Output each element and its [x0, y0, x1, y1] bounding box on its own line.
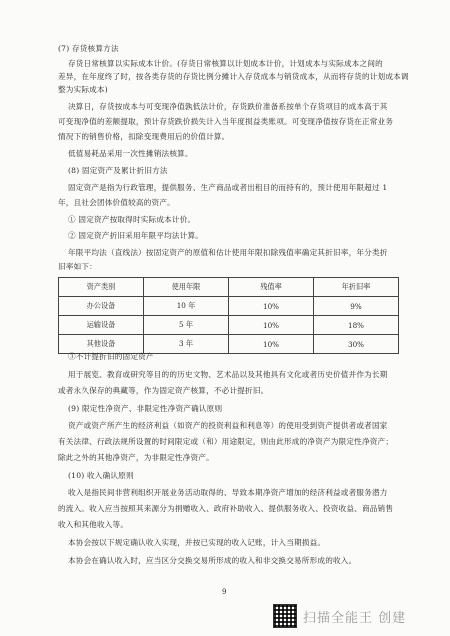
- table-cell: 10 年: [144, 297, 229, 316]
- table-cell: 10%: [229, 316, 314, 335]
- paragraph-line: 旧率如下：: [58, 262, 97, 271]
- table-row: [59, 335, 399, 354]
- paragraph-line: 的流入。收入应当按照其来源分为捐赠收入、政府补助收入、提供服务收入、投资收益、商品销售: [58, 504, 394, 513]
- paragraph-line: 低值易耗品采用一次性摊销法核算。: [68, 149, 193, 158]
- heading-inventory: (7) 存货核算方法: [58, 44, 119, 53]
- heading-revenue: (10) 收入确认原则: [68, 471, 134, 480]
- table-cell: 10%: [229, 297, 314, 316]
- heading-net-assets: (9) 限定性净资产、非限定性净资产确认原则: [68, 404, 223, 413]
- table-cell: 10%: [229, 335, 314, 354]
- paragraph-line: 本协会在确认收入时，应当区分交换交易所形成的收入和非交换交易所形成的收入。: [68, 556, 357, 565]
- table-cell: 30%: [314, 335, 399, 354]
- paragraph-line: 整为实际成本): [58, 85, 108, 94]
- list-item: ① 固定资产按取得时实际成本计价。: [68, 215, 196, 224]
- table-header: 残值率: [229, 278, 314, 297]
- page-number: 9: [222, 588, 227, 596]
- paragraph-line: 决算日，存货按成本与可变现净值孰低法计价，存货跌价准备系按单个存货项目的成本高于其: [68, 102, 388, 111]
- paragraph-line: 可变现净值的差额提取，预计存货跌价损失计入当年度损益类账项。可变现净值按存货在正常业务: [58, 117, 394, 126]
- table-row: [59, 316, 399, 335]
- list-item: ② 固定资产折旧采用年限平均法计算。: [68, 231, 204, 240]
- table-header: 使用年限: [144, 278, 229, 297]
- paragraph-line: 情况下的销售价格，扣除变现费用后的价值计算。: [58, 132, 230, 141]
- table-cell: 9%: [314, 297, 399, 316]
- qr-code-icon: [273, 604, 297, 628]
- paragraph-line: 年限平均法（直线法）按固定资产的原值和估计使用年限扣除残值率确定其折旧率，年分类折: [68, 248, 388, 257]
- heading-fixed-assets: (8) 固定资产及累计折旧方法: [68, 166, 168, 175]
- paragraph-line: 固定资产是指为行政管理，提供服务、生产商品或者出租目的而持有的，预计使用年限超过 1: [68, 183, 388, 192]
- paragraph-line: 或者永久保存的典藏等，作为固定资产核算，不必计提折旧。: [58, 386, 269, 395]
- paragraph-line: 资产或资产所产生的经济利益（如资产的投资利益和利息等）的使用受到资产提供者或者国家: [68, 421, 388, 430]
- list-item: ③不计提折旧的固定资产: [68, 352, 154, 361]
- paragraph-line: 用于展览、教育或研究等目的的历史文物、艺术品以及其他具有文化或者历史价值并作为长期: [68, 370, 388, 379]
- table-cell: 3 年: [144, 335, 229, 354]
- scanner-watermark: [273, 604, 406, 628]
- table-cell: 5 年: [144, 316, 229, 335]
- paragraph-line: 有关法律、行政法规所设置的时间限定或（和）用途限定，则由此形成的净资产为限定性净资产；: [58, 437, 394, 446]
- paragraph-line: 收入是指民间非营利组织开展业务活动取得的、导致本期净资产增加的经济利益或者服务潜力: [68, 488, 388, 497]
- watermark-text: 扫描全能王 创建: [303, 610, 407, 626]
- table-header: 年折旧率: [314, 278, 399, 297]
- paragraph-line: 收入和其他收入等。: [58, 520, 129, 529]
- table-row: [59, 297, 399, 316]
- paragraph-line: 存货日常核算以实际成本计价。(存货日常核算以计划成本计价，计划成本与实际成本之间的: [68, 59, 383, 68]
- table-cell: 18%: [314, 316, 399, 335]
- table-cell: 运输设备: [59, 316, 144, 335]
- table-cell: 其他设备: [59, 335, 144, 354]
- paragraph-line: 年，且社会团体价值较高的资产。: [58, 198, 175, 207]
- paragraph-line: 差异，在年度终了时，按各类存货的存货比例分摊计入存货成本与销货成本，从而将存货的计划成本调: [58, 72, 409, 81]
- paragraph-line: 本协会按以下规定确认收入实现，并按已实现的收入记账，计入当期损益。: [68, 538, 326, 547]
- table-header: 资产类别: [59, 278, 144, 297]
- table-cell: 办公设备: [59, 297, 144, 316]
- table-header-row: [59, 278, 399, 297]
- paragraph-line: 除此之外的其他净资产，为非限定性净资产。: [58, 453, 214, 462]
- depreciation-table: [58, 277, 399, 354]
